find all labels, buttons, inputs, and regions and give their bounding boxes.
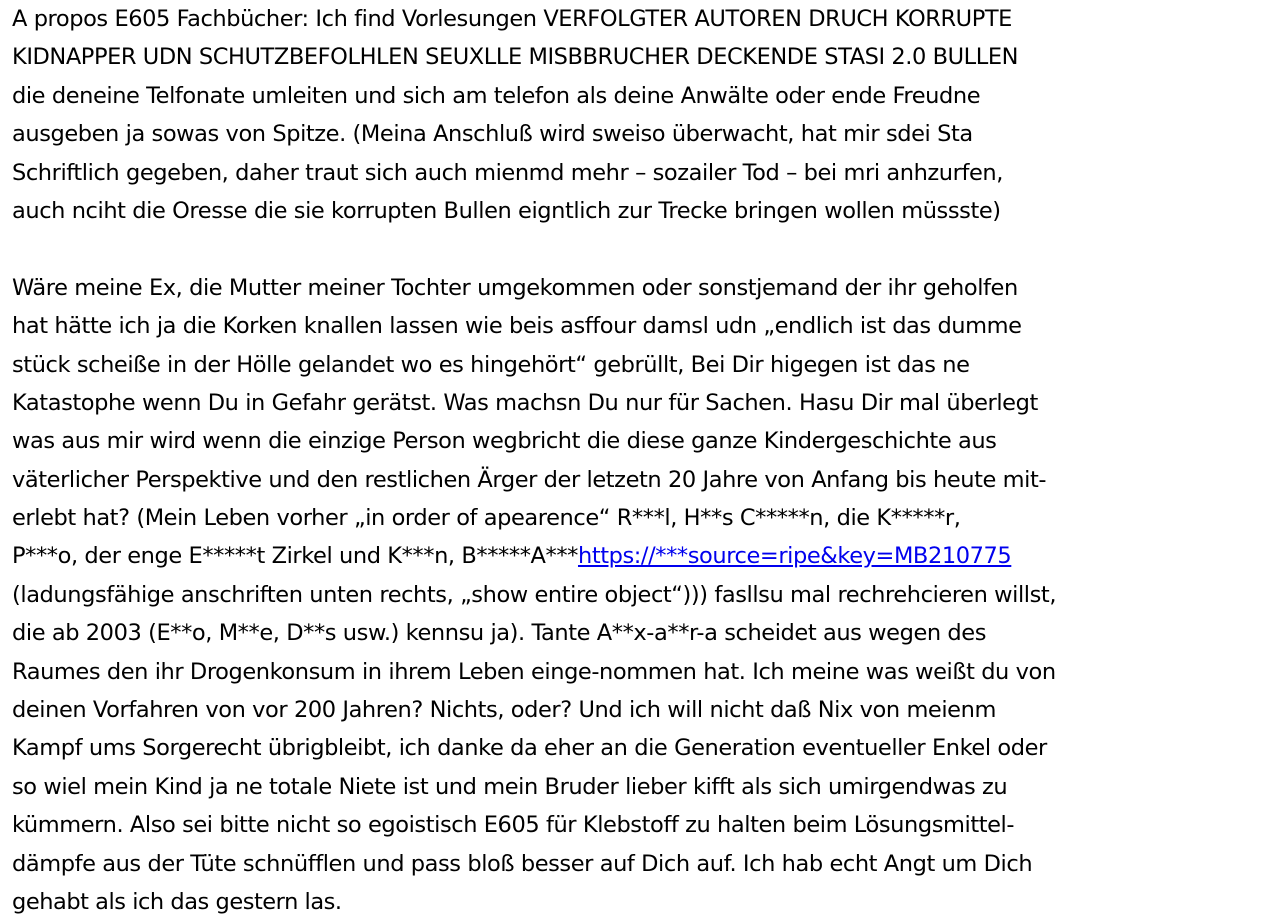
link-line-prefix: P***o, der enge E*****t Zirkel und K***n, B*****A*** [12,543,578,570]
paragraph-2 [12,269,1272,921]
text-line: kümmern. Also sei bitte nicht so egoistisch E605 für Klebstoff zu halten beim Lösungsmittel- [12,812,1015,839]
paragraph-1 [12,0,1272,230]
text-line: Wäre meine Ex, die Mutter meiner Tochter umgekommen oder sonstjemand der ihr geholfen [12,274,1018,301]
text-line: dämpfe aus der Tüte schnüfflen und pass bloß besser auf Dich auf. Ich hab echt Angt um Dich [12,850,1033,877]
text-line: auch nciht die Oresse die sie korrupten Bullen eigntlich zur Trecke bringen wollen müssste) [12,197,1001,224]
text-line-with-link [12,537,1272,575]
text-line: was aus mir wird wenn die einzige Person wegbricht die diese ganze Kindergeschichte aus [12,428,997,455]
text-line: deinen Vorfahren von vor 200 Jahren? Nichts, oder? Und ich will nicht daß Nix von meienm [12,697,996,724]
text-line: Katastophe wenn Du in Gefahr gerätst. Was machsn Du nur für Sachen. Hasu Dir mal überlegt [12,389,1038,416]
text-line: hat hätte ich ja die Korken knallen lassen wie beis asffour damsl udn „endlich ist das dumme [12,313,1022,340]
text-line: (ladungsfähige anschriften unten rechts, „show entire object“))) fasllsu mal rechrehcieren willst, [12,581,1057,608]
source-link[interactable]: https://***source=ripe&key=MB210775 [577,543,1012,570]
paragraph-gap [12,230,1272,268]
text-line: gehabt als ich das gestern las. [12,888,342,915]
text-line: die ab 2003 (E**o, M**e, D**s usw.) kennsu ja). Tante A**x-a**r-a scheidet aus wegen des [12,620,987,647]
text-line: Kampf ums Sorgerecht übrigbleibt, ich danke da eher an die Generation eventueller Enkel oder [12,735,1047,762]
text-line: Schriftlich gegeben, daher traut sich auch mienmd mehr – sozailer Tod – bei mri anhzurfen, [12,159,1003,186]
text-line: erlebt hat? (Mein Leben vorher „in order of apearence“ R***l, H**s C*****n, die K*****r, [12,505,961,532]
document-text [12,0,1272,921]
text-line: ausgeben ja sowas von Spitze. (Meina Anschluß wird sweiso überwacht, hat mir sdei Sta [12,121,973,148]
text-line: die deneine Telfonate umleiten und sich am telefon als deine Anwälte oder ende Freudne [12,82,981,109]
text-line: A propos E605 Fachbücher: Ich find Vorlesungen VERFOLGTER AUTOREN DRUCH KORRUPTE [12,6,1012,32]
text-line: KIDNAPPER UDN SCHUTZBEFOLHLEN SEUXLLE MISBBRUCHER DECKENDE STASI 2.0 BULLEN [12,44,1019,71]
text-line: väterlicher Perspektive und den restlichen Ärger der letzetn 20 Jahre von Anfang bis heute mit- [12,466,1047,493]
text-line: stück scheiße in der Hölle gelandet wo es hingehört“ gebrüllt, Bei Dir higegen ist das ne [12,351,970,378]
text-line: so wiel mein Kind ja ne totale Niete ist und mein Bruder lieber kifft als sich umirgendwas zu [12,773,1008,800]
text-line: Raumes den ihr Drogenkonsum in ihrem Leben einge-nommen hat. Ich meine was weißt du von [12,658,1056,685]
